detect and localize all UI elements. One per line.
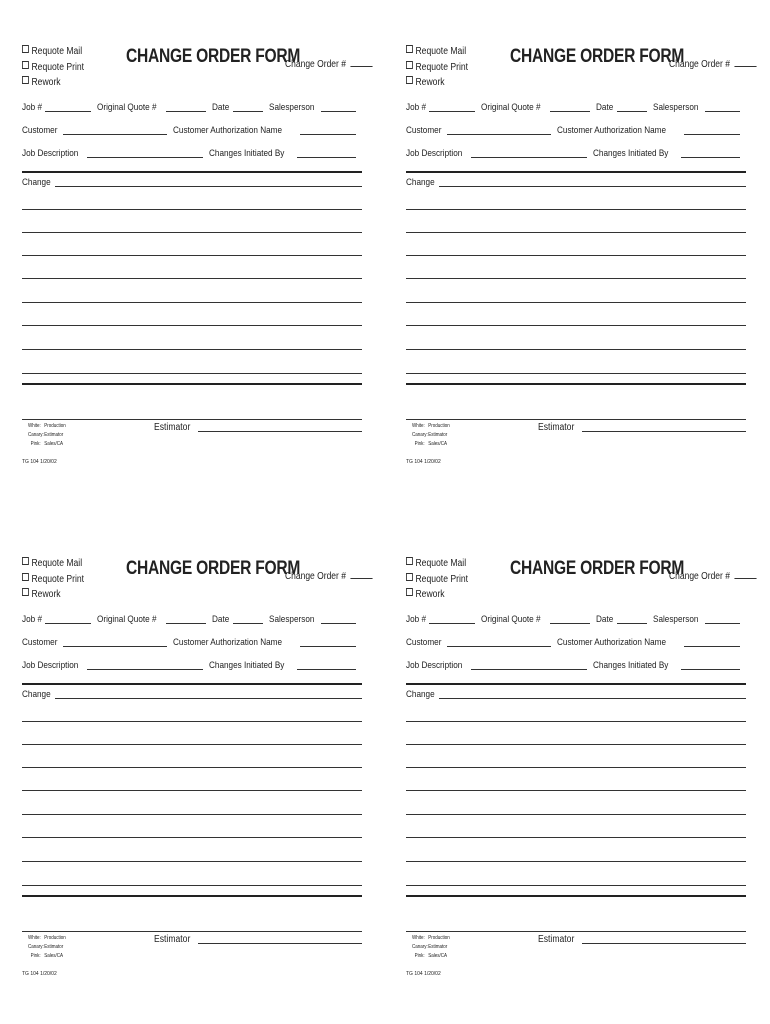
checkbox-label: Requote Mail	[31, 558, 83, 569]
checkbox-icon[interactable]	[406, 588, 413, 596]
changes-initiated-by-line[interactable]	[297, 148, 356, 158]
change-order-number-field	[669, 58, 756, 70]
checkbox-requote-mail[interactable]	[22, 44, 84, 60]
section-divider	[22, 171, 362, 173]
copy-type-checkboxes	[406, 44, 468, 91]
section-divider	[406, 171, 746, 173]
section-divider	[22, 895, 362, 897]
copy-color: Canary:	[28, 432, 44, 438]
copy-row	[28, 440, 66, 449]
customer-authorization-line[interactable]	[300, 637, 356, 647]
job-description-row	[22, 660, 362, 671]
customer-row	[406, 637, 746, 648]
customer-authorization-line[interactable]	[300, 125, 356, 135]
change-row	[406, 689, 746, 700]
signature-divider	[406, 419, 746, 420]
changes-initiated-by-line[interactable]	[681, 148, 740, 158]
section-divider	[406, 383, 746, 385]
change-line[interactable]	[55, 177, 362, 187]
field-label: Salesperson	[652, 614, 698, 625]
original-quote-line[interactable]	[550, 614, 590, 624]
checkbox-icon[interactable]	[406, 573, 413, 581]
checkbox-rework[interactable]	[406, 587, 468, 603]
change-line[interactable]	[22, 302, 362, 303]
job-number-line[interactable]	[429, 614, 475, 624]
copy-row	[28, 934, 66, 943]
copy-distribution	[412, 934, 450, 961]
customer-line[interactable]	[63, 125, 167, 135]
change-line[interactable]	[22, 814, 362, 815]
change-order-form	[406, 556, 746, 1006]
field-label: Job Description	[406, 148, 463, 159]
field-label: Date	[596, 614, 614, 625]
estimator-line[interactable]	[198, 422, 362, 432]
change-order-number-field	[285, 58, 372, 70]
field-label: Change Order #	[285, 59, 346, 70]
checkbox-requote-print[interactable]	[22, 60, 84, 76]
copy-distribution	[28, 422, 66, 449]
estimator-field	[154, 422, 362, 433]
customer-line[interactable]	[447, 125, 551, 135]
copy-row	[412, 943, 450, 952]
copy-color: Canary:	[28, 944, 44, 950]
form-number: TG 104 1/20/02	[22, 459, 57, 465]
copy-row	[28, 431, 66, 440]
field-label: Customer Authorization Name	[173, 125, 283, 136]
change-order-number-line[interactable]	[734, 58, 756, 67]
field-label: Job #	[22, 614, 42, 625]
changes-initiated-by-line[interactable]	[681, 660, 740, 670]
checkbox-label: Requote Print	[415, 573, 469, 585]
copy-row	[28, 952, 66, 961]
job-description-line[interactable]	[87, 660, 203, 670]
change-line[interactable]	[22, 885, 362, 886]
date-line[interactable]	[233, 102, 263, 112]
form-number: TG 104 1/20/02	[406, 459, 441, 465]
copy-dept: Sales/CA	[44, 441, 63, 447]
customer-authorization-line[interactable]	[684, 637, 740, 647]
customer-line[interactable]	[63, 637, 167, 647]
copy-dept: Estimator	[44, 432, 64, 438]
checkbox-requote-mail[interactable]	[406, 556, 468, 572]
job-number-line[interactable]	[429, 102, 475, 112]
field-label: Job #	[406, 614, 426, 625]
change-order-form	[406, 44, 746, 494]
copy-dept: Estimator	[44, 944, 64, 950]
change-line[interactable]	[22, 744, 362, 745]
form-title: CHANGE ORDER FORM	[126, 558, 301, 579]
change-line[interactable]	[22, 278, 362, 279]
job-row	[406, 102, 746, 113]
job-row	[406, 614, 746, 625]
change-line[interactable]	[406, 837, 746, 838]
date-line[interactable]	[233, 614, 263, 624]
field-label: Date	[212, 102, 230, 113]
change-line[interactable]	[22, 255, 362, 256]
change-order-number-field	[669, 570, 756, 582]
copy-distribution	[412, 422, 450, 449]
change-line[interactable]	[406, 767, 746, 768]
date-line[interactable]	[617, 614, 647, 624]
checkbox-icon[interactable]	[406, 76, 413, 84]
checkbox-label: Requote Mail	[415, 46, 467, 57]
change-line[interactable]	[406, 721, 746, 722]
field-label: Customer Authorization Name	[557, 637, 667, 648]
changes-initiated-by-line[interactable]	[297, 660, 356, 670]
customer-row	[406, 125, 746, 136]
field-label: Estimator	[154, 422, 191, 433]
copy-dept: Production	[44, 423, 66, 429]
field-label: Original Quote #	[97, 102, 157, 113]
estimator-line[interactable]	[582, 934, 746, 944]
change-order-number-field	[285, 570, 372, 582]
field-label: Customer	[22, 637, 58, 648]
field-label: Job #	[406, 102, 426, 113]
field-label: Job Description	[406, 660, 463, 671]
salesperson-line[interactable]	[321, 102, 356, 112]
change-row	[406, 177, 746, 188]
checkbox-icon[interactable]	[22, 588, 29, 596]
copy-distribution	[28, 934, 66, 961]
change-line[interactable]	[22, 837, 362, 838]
form-title: CHANGE ORDER FORM	[510, 558, 685, 579]
field-label: Date	[596, 102, 614, 113]
change-line[interactable]	[22, 767, 362, 768]
copy-row	[28, 422, 66, 431]
customer-row	[22, 637, 362, 648]
change-line[interactable]	[439, 689, 746, 699]
date-line[interactable]	[617, 102, 647, 112]
copy-type-checkboxes	[22, 556, 84, 603]
field-label: Change	[406, 689, 435, 700]
change-order-form	[22, 44, 362, 494]
checkbox-icon[interactable]	[406, 45, 413, 53]
field-label: Customer Authorization Name	[557, 125, 667, 136]
change-line[interactable]	[22, 721, 362, 722]
field-label: Customer	[406, 125, 442, 136]
change-order-form	[22, 556, 362, 1006]
field-label: Customer Authorization Name	[173, 637, 283, 648]
checkbox-icon[interactable]	[22, 573, 29, 581]
change-line[interactable]	[406, 790, 746, 791]
checkbox-icon[interactable]	[22, 557, 29, 565]
field-label: Change Order #	[669, 59, 730, 70]
form-number: TG 104 1/20/02	[406, 971, 441, 977]
copy-dept: Estimator	[428, 432, 448, 438]
field-label: Job #	[22, 102, 42, 113]
form-number: TG 104 1/20/02	[22, 971, 57, 977]
salesperson-line[interactable]	[705, 614, 740, 624]
change-row	[22, 689, 362, 700]
checkbox-label: Rework	[415, 77, 445, 88]
copy-color: Canary:	[412, 432, 428, 438]
job-description-row	[406, 148, 746, 159]
copy-dept: Sales/CA	[44, 953, 63, 959]
change-line[interactable]	[406, 349, 746, 350]
field-label: Estimator	[538, 422, 575, 433]
change-line[interactable]	[439, 177, 746, 187]
field-label: Salesperson	[268, 614, 314, 625]
checkbox-icon[interactable]	[406, 61, 413, 69]
customer-line[interactable]	[447, 637, 551, 647]
field-label: Change Order #	[285, 571, 346, 582]
checkbox-icon[interactable]	[22, 61, 29, 69]
job-number-line[interactable]	[45, 102, 91, 112]
form-title: CHANGE ORDER FORM	[126, 46, 301, 67]
signature-divider	[22, 931, 362, 932]
change-line[interactable]	[406, 814, 746, 815]
field-label: Customer	[22, 125, 58, 136]
copy-dept: Production	[428, 935, 450, 941]
field-label: Estimator	[154, 934, 191, 945]
copy-dept: Estimator	[428, 944, 448, 950]
field-label: Customer	[406, 637, 442, 648]
field-label: Original Quote #	[481, 102, 541, 113]
change-line[interactable]	[22, 861, 362, 862]
copy-dept: Production	[428, 423, 450, 429]
change-line[interactable]	[22, 349, 362, 350]
copy-color: White:	[412, 423, 425, 429]
field-label: Estimator	[538, 934, 575, 945]
copy-color: White:	[412, 935, 425, 941]
salesperson-line[interactable]	[705, 102, 740, 112]
field-label: Original Quote #	[481, 614, 541, 625]
estimator-line[interactable]	[582, 422, 746, 432]
checkbox-rework[interactable]	[406, 75, 468, 91]
checkbox-requote-mail[interactable]	[22, 556, 84, 572]
salesperson-line[interactable]	[321, 614, 356, 624]
checkbox-label: Rework	[31, 589, 61, 600]
copy-color: Pink:	[30, 441, 41, 447]
change-line[interactable]	[406, 209, 746, 210]
estimator-field	[538, 422, 746, 433]
field-label: Changes Initiated By	[593, 660, 669, 671]
field-label: Salesperson	[652, 102, 698, 113]
field-label: Original Quote #	[97, 614, 157, 625]
section-divider	[406, 895, 746, 897]
field-label: Change Order #	[669, 571, 730, 582]
customer-row	[22, 125, 362, 136]
copy-dept: Production	[44, 935, 66, 941]
change-line[interactable]	[22, 232, 362, 233]
section-divider	[22, 683, 362, 685]
change-line[interactable]	[406, 325, 746, 326]
original-quote-line[interactable]	[166, 102, 206, 112]
checkbox-label: Requote Print	[31, 573, 85, 585]
change-line[interactable]	[22, 325, 362, 326]
change-line[interactable]	[406, 744, 746, 745]
checkbox-label: Requote Print	[415, 61, 469, 73]
change-line[interactable]	[406, 885, 746, 886]
checkbox-label: Rework	[415, 589, 445, 600]
original-quote-line[interactable]	[166, 614, 206, 624]
change-line[interactable]	[406, 232, 746, 233]
job-row	[22, 614, 362, 625]
checkbox-icon[interactable]	[406, 557, 413, 565]
checkbox-icon[interactable]	[22, 45, 29, 53]
copy-row	[412, 431, 450, 440]
job-number-line[interactable]	[45, 614, 91, 624]
change-line[interactable]	[55, 689, 362, 699]
checkbox-label: Requote Print	[31, 61, 85, 73]
checkbox-rework[interactable]	[22, 75, 84, 91]
change-line[interactable]	[406, 278, 746, 279]
copy-dept: Sales/CA	[428, 441, 447, 447]
field-label: Change	[22, 177, 51, 188]
job-row	[22, 102, 362, 113]
change-line[interactable]	[406, 861, 746, 862]
copy-row	[412, 934, 450, 943]
copy-color: Pink:	[414, 441, 425, 447]
change-line[interactable]	[22, 373, 362, 374]
checkbox-requote-mail[interactable]	[406, 44, 468, 60]
checkbox-icon[interactable]	[22, 76, 29, 84]
copy-row	[412, 952, 450, 961]
original-quote-line[interactable]	[550, 102, 590, 112]
form-title: CHANGE ORDER FORM	[510, 46, 685, 67]
copy-row	[412, 422, 450, 431]
change-order-number-line[interactable]	[350, 570, 372, 579]
change-row	[22, 177, 362, 188]
field-label: Changes Initiated By	[209, 148, 285, 159]
field-label: Changes Initiated By	[593, 148, 669, 159]
change-line[interactable]	[22, 790, 362, 791]
copy-color: Canary:	[412, 944, 428, 950]
section-divider	[22, 383, 362, 385]
change-order-number-line[interactable]	[734, 570, 756, 579]
change-line[interactable]	[406, 302, 746, 303]
change-line[interactable]	[22, 209, 362, 210]
change-order-number-line[interactable]	[350, 58, 372, 67]
checkbox-requote-print[interactable]	[406, 60, 468, 76]
job-description-line[interactable]	[87, 148, 203, 158]
checkbox-rework[interactable]	[22, 587, 84, 603]
signature-divider	[22, 419, 362, 420]
checkbox-requote-print[interactable]	[22, 572, 84, 588]
field-label: Change	[406, 177, 435, 188]
change-line[interactable]	[406, 255, 746, 256]
copy-type-checkboxes	[22, 44, 84, 91]
estimator-field	[154, 934, 362, 945]
job-description-line[interactable]	[471, 148, 587, 158]
field-label: Change	[22, 689, 51, 700]
signature-divider	[406, 931, 746, 932]
estimator-line[interactable]	[198, 934, 362, 944]
checkbox-requote-print[interactable]	[406, 572, 468, 588]
change-line[interactable]	[406, 373, 746, 374]
copy-type-checkboxes	[406, 556, 468, 603]
checkbox-label: Requote Mail	[31, 46, 83, 57]
copy-color: Pink:	[414, 953, 425, 959]
copy-color: Pink:	[30, 953, 41, 959]
customer-authorization-line[interactable]	[684, 125, 740, 135]
section-divider	[406, 683, 746, 685]
job-description-row	[22, 148, 362, 159]
field-label: Job Description	[22, 660, 79, 671]
checkbox-label: Rework	[31, 77, 61, 88]
copy-row	[412, 440, 450, 449]
field-label: Date	[212, 614, 230, 625]
field-label: Changes Initiated By	[209, 660, 285, 671]
copy-row	[28, 943, 66, 952]
field-label: Job Description	[22, 148, 79, 159]
job-description-row	[406, 660, 746, 671]
field-label: Salesperson	[268, 102, 314, 113]
copy-color: White:	[28, 935, 41, 941]
copy-dept: Sales/CA	[428, 953, 447, 959]
job-description-line[interactable]	[471, 660, 587, 670]
estimator-field	[538, 934, 746, 945]
checkbox-label: Requote Mail	[415, 558, 467, 569]
copy-color: White:	[28, 423, 41, 429]
